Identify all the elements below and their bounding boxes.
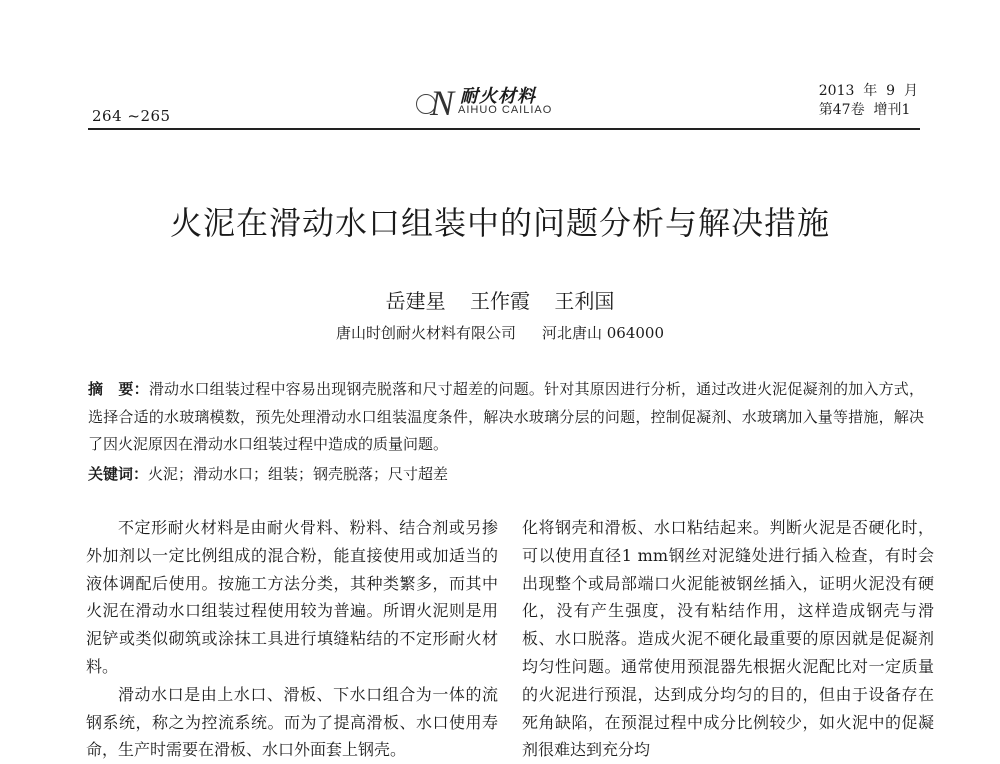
body-paragraph: 化将钢壳和滑板、水口粘结起来。判断火泥是否硬化时，可以使用直径1 mm钢丝对泥缝处进行插入检查，有时会出现整个或局部端口火泥能被钢丝插入，证明火泥没有硬化，没有产生强度，没有粘结作用，这样造成钢壳与滑板、水口脱落。造成火泥不硬化最重要的原因就是促凝剂均匀性问题。通常使用预混器先根据火泥配比对一定质量的火泥进行预混，达到成分均匀的目的，但由于设备存在死角缺陷，在预混过程中成分比例较少，如火泥中的促凝剂很难达到充分均 <box>522 518 934 760</box>
body-paragraph: 不定形耐火材料是由耐火骨料、粉料、结合剂或另掺外加剂以一定比例组成的混合粉，能直接使用或加适当的液体调配后使用。按施工方法分类，其种类繁多，而其中火泥在滑动水口组装过程使用较为普遍。所谓火泥则是用泥铲或类似砌筑或涂抹工具进行填缝粘结的不定形耐火材料。 <box>86 518 498 676</box>
abstract-label: 摘 要： <box>88 380 149 398</box>
issue-date: 2013 年 9 月 <box>818 83 918 99</box>
author-name: 王作霞 <box>470 289 530 313</box>
author-list <box>0 285 1000 314</box>
affiliation <box>0 322 1000 343</box>
affiliation-place: 河北唐山 064000 <box>541 324 665 342</box>
page-range: 264 ~265 <box>92 107 171 125</box>
author-name: 岳建星 <box>385 289 446 313</box>
logo-letter: N <box>430 83 455 123</box>
keywords <box>88 463 924 484</box>
paper-title: 火泥在滑动水口组装中的问题分析与解决措施 <box>169 204 830 242</box>
header-rule <box>88 128 920 130</box>
author-name: 王利国 <box>554 289 615 313</box>
journal-logo <box>412 80 582 132</box>
abstract <box>88 376 924 459</box>
abstract-text: 滑动水口组装过程中容易出现钢壳脱落和尺寸超差的问题。针对其原因进行分析，通过改进火泥促凝剂的加入方式，选择合适的水玻璃模数，预先处理滑动水口组装温度条件，解决水玻璃分层的问题，控制促凝剂、水玻璃加入量等措施，解决了因火泥原因在滑动水口组装过程中造成的质量问题。 <box>88 380 924 453</box>
body-paragraph: 滑动水口是由上水口、滑板、下水口组合为一体的流钢系统，称之为控流系统。而为了提高滑板、水口使用寿命，生产时需要在滑板、水口外面套上钢壳。 <box>86 684 498 760</box>
body-column-left <box>86 514 498 764</box>
affiliation-org: 唐山时创耐火材料有限公司 <box>335 324 516 342</box>
issue-volume: 第47卷 增刊1 <box>818 102 911 118</box>
journal-name-en: AIHUO CAILIAO <box>458 104 553 116</box>
issue-info <box>819 82 918 120</box>
journal-name-cn: 耐火材料 <box>460 86 536 107</box>
keywords-label: 关键词： <box>88 465 149 483</box>
body-column-right <box>522 514 934 764</box>
keywords-text: 火泥；滑动水口；组装；钢壳脱落；尺寸超差 <box>148 465 449 483</box>
